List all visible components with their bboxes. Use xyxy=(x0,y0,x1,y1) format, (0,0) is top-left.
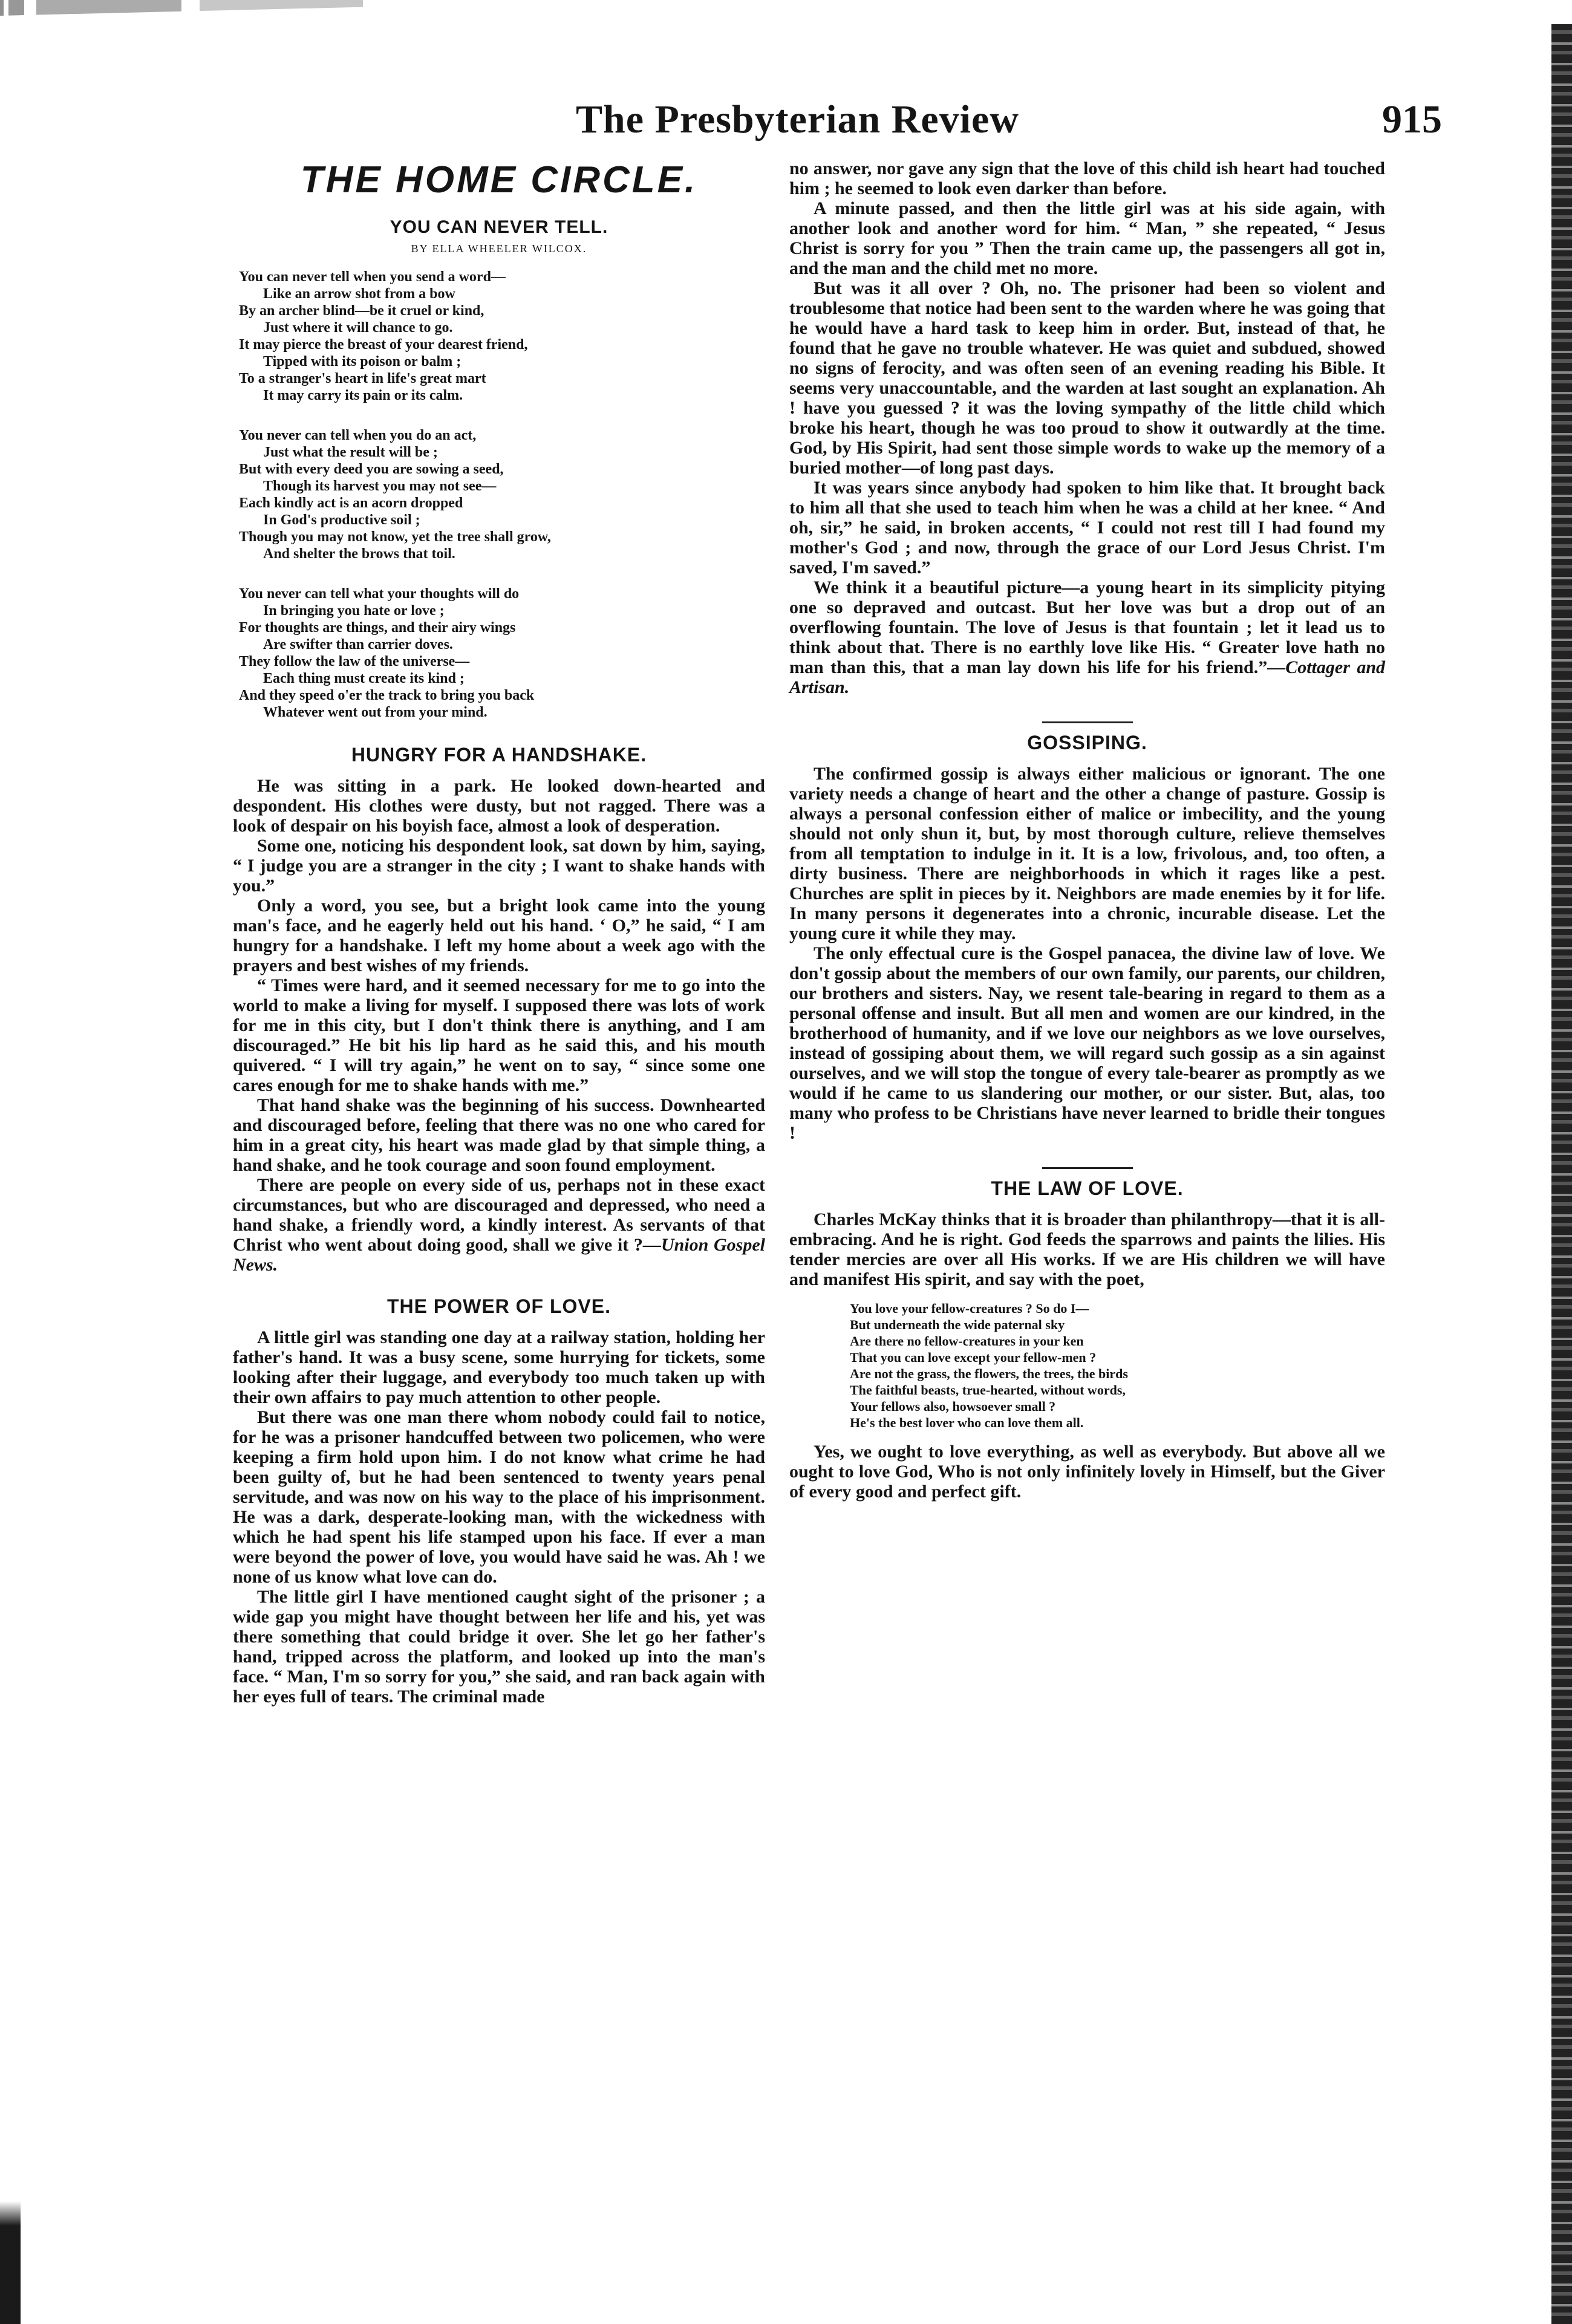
poem-line: Each thing must create its kind ; xyxy=(263,671,465,686)
poem-line: Though you may not know, yet the tree shall grow, xyxy=(239,529,551,545)
article-paragraph: It was years since anybody had spoken to him like that. It brought back to him all that she used to teach him when he was a child at her knee. “ And oh, sir,” he said, in broken accents, “ I could not rest till I had found my mother's God ; and now, through the grace of our Lord Jesus Christ. I'm saved, I'm saved.” xyxy=(789,478,1385,578)
page-number: 915 xyxy=(1382,97,1442,142)
poem-stanza xyxy=(239,585,765,721)
poem-line: Tipped with its poison or balm ; xyxy=(263,354,461,369)
poem-line: But underneath the wide paternal sky xyxy=(850,1317,1065,1332)
article-paragraph-last xyxy=(233,1175,765,1275)
page-header xyxy=(0,97,1572,145)
poem-line: Just where it will chance to go. xyxy=(263,320,453,336)
poem-line: And they speed o'er the track to bring you back xyxy=(239,688,535,703)
section-masthead: THE HOME CIRCLE. xyxy=(300,159,698,201)
quoted-poem xyxy=(850,1300,1385,1431)
poem-title: YOU CAN NEVER TELL. xyxy=(390,217,608,237)
poem-line: Whatever went out from your mind. xyxy=(263,705,488,720)
poem-line: He's the best lover who can love them all. xyxy=(850,1415,1084,1430)
article-paragraph: no answer, nor gave any sign that the love of this child ish heart had touched him ; he seemed to look even darker than before. xyxy=(789,158,1385,198)
section-divider xyxy=(1042,1167,1133,1169)
article-paragraph: The little girl I have mentioned caught sight of the prisoner ; a wide gap you might have thought between her life and his, yet was there something that could bridge it over. She let go her father's hand, tripped across the platform, and looked up into the man's face. “ Man, I'm so sorry for you,” she said, and ran back again with her eyes full of tears. The criminal made xyxy=(233,1587,765,1707)
poem-line: It may carry its pain or its calm. xyxy=(263,388,463,403)
poem-line: That you can love except your fellow-men ? xyxy=(850,1350,1097,1365)
poem-line: In bringing you hate or love ; xyxy=(263,603,445,619)
poem-line: You never can tell what your thoughts will do xyxy=(239,586,520,602)
source-credit: —Union Gospel News. xyxy=(233,1235,765,1275)
paragraph-text: We think it a beautiful picture—a young heart in its simplicity pitying one so depraved and outcast. But her love was but a drop out of an overflowing fountain. The love of Jesus is that fountain ; let it lead us to think about that. There is no earthly love like His. “ Greater love hath no man than this, that a man lay down his life for his friend.” xyxy=(789,578,1385,677)
poem-line: You love your fellow-creatures ? So do I— xyxy=(850,1301,1089,1316)
scan-right-edge xyxy=(1551,24,1572,2324)
article-paragraph: But there was one man there whom nobody could fail to notice, for he was a prisoner handcuffed between two policemen, who were keeping a firm hold upon him. I do not know what crime he had been guilty of, but he had been sentenced to twenty years penal servitude, and was now on his way to the place of his imprisonment. He was a dark, desperate-looking man, with the wickedness with which he had spent his life stamped upon his face. If ever a man were beyond the power of love, you would have said he was. Ah ! we none of us know what love can do. xyxy=(233,1407,765,1587)
article-paragraph: Charles McKay thinks that it is broader than philanthropy—that it is all-embracing. And he is right. God feeds the sparrows and paints the lilies. His tender mercies are over all His works. If we are His children we will have and manifest His spirit, and say with the poet, xyxy=(789,1209,1385,1289)
poem-line: You never can tell when you do an act, xyxy=(239,428,477,443)
article-title-power: THE POWER OF LOVE. xyxy=(386,1295,611,1317)
article-title-gossiping: GOSSIPING. xyxy=(1027,732,1147,754)
poem-byline: BY ELLA WHEELER WILCOX. xyxy=(411,242,587,255)
article-paragraph: He was sitting in a park. He looked down-hearted and despondent. His clothes were dusty, but not ragged. There was a look of despair on his boyish face, almost a look of desperation. xyxy=(233,776,765,836)
poem-line: Your fellows also, howsoever small ? xyxy=(850,1399,1056,1414)
poem-line: Like an arrow shot from a bow xyxy=(263,286,455,302)
poem-line: Each kindly act is an acorn dropped xyxy=(239,495,463,511)
article-paragraph: But was it all over ? Oh, no. The prisoner had been so violent and troublesome that notice had been sent to the warden where he was going that he would have a hard task to keep him in order. But, instead of that, he found that he gave no trouble whatever. He was quiet and subdued, showed no signs of ferocity, and was often seen of an evening reading his Bible. It seems very unaccountable, and the warden at last sought an explanation. Ah ! have you guessed ? it was the loving sympathy of the little child which broke his heart, though he was too proud to show it outwardly at the time. God, by His Spirit, had sent those simple words to wake up the memory of a buried mother—of long past days. xyxy=(789,278,1385,478)
poem-line: They follow the law of the universe— xyxy=(239,654,470,669)
source-credit: —Cottager and Artisan. xyxy=(789,657,1385,697)
right-column xyxy=(789,158,1385,1502)
article-paragraph: Some one, noticing his despondent look, sat down by him, saying, “ I judge you are a stranger in the city ; I want to shake hands with you.” xyxy=(233,836,765,896)
article-title-law: THE LAW OF LOVE. xyxy=(991,1177,1184,1199)
poem-line: It may pierce the breast of your dearest friend, xyxy=(239,337,528,353)
article-paragraph: A little girl was standing one day at a railway station, holding her father's hand. It was a busy scene, some hurrying for tickets, some looking after their luggage, and everybody too much taken up with their own affairs to pay much attention to other people. xyxy=(233,1327,765,1407)
running-title: The Presbyterian Review xyxy=(576,97,1019,142)
article-paragraph: A minute passed, and then the little girl was at his side again, with another look and another word for him. “ Man, ” she repeated, “ Jesus Christ is sorry for you ” Then the train came up, the passengers all got in, and the man and the child met no more. xyxy=(789,198,1385,278)
poem-line: The faithful beasts, true-hearted, without words, xyxy=(850,1382,1126,1398)
article-title-hungry: HUNGRY FOR A HANDSHAKE. xyxy=(351,744,647,766)
poem-line: And shelter the brows that toil. xyxy=(263,546,455,562)
poem-line: Are there no fellow-creatures in your ken xyxy=(850,1333,1084,1349)
paragraph-text: There are people on every side of us, perhaps not in these exact circumstances, but who are discouraged and depressed, who need a hand shake, a friendly word, a kindly interest. As servants of that Christ who went about doing good, shall we give it ? xyxy=(233,1175,765,1255)
poem-line: To a stranger's heart in life's great mart xyxy=(239,371,486,386)
left-column xyxy=(233,158,765,1707)
poem-stanza xyxy=(239,269,765,404)
poem-line: Are swifter than carrier doves. xyxy=(263,637,453,653)
article-paragraph: That hand shake was the beginning of his success. Downhearted and discouraged before, feeling that there was no one who cared for him in a great city, his heart was made glad by that simple thing, a hand shake, and he took courage and soon found employment. xyxy=(233,1095,765,1175)
poem-stanza xyxy=(239,427,765,562)
scan-left-edge xyxy=(0,2201,21,2324)
poem-line: For thoughts are things, and their airy wings xyxy=(239,620,516,636)
poem-line: But with every deed you are sowing a seed, xyxy=(239,461,504,477)
poem-line: Are not the grass, the flowers, the trees, the birds xyxy=(850,1366,1128,1381)
article-paragraph: “ Times were hard, and it seemed necessary for me to go into the world to make a living for myself. I supposed there was lots of work for me in this city, but I don't think there is anything, and I am discouraged.” He bit his lip hard as he said this, and his mouth quivered. “ I will try again,” he went on to say, “ since some one cares enough for me to shake hands with me.” xyxy=(233,975,765,1095)
poem-line: Though its harvest you may not see— xyxy=(263,478,497,494)
scan-edge-mark xyxy=(0,0,460,16)
poem-line: You can never tell when you send a word— xyxy=(239,269,506,285)
poem-line: In God's productive soil ; xyxy=(263,512,420,528)
article-paragraph: The confirmed gossip is always either malicious or ignorant. The one variety needs a change of heart and the other a change of pasture. Gossip is always a personal confession either of malice or imbecility, and the young should not only shun it, but, by most thorough culture, relieve themselves from all temptation to indulge in it. It is a low, frivolous, and, too often, a dirty business. There are neighborhoods in which it rages like a pest. Churches are split in pieces by it. Neighbors are made enemies by it for life. In many persons it degenerates into a chronic, incurable disease. Let the young cure it while they may. xyxy=(789,764,1385,943)
poem-line: By an archer blind—be it cruel or kind, xyxy=(239,303,484,319)
poem-line: Just what the result will be ; xyxy=(263,444,438,460)
article-paragraph: Yes, we ought to love everything, as well as everybody. But above all we ought to love God, Who is not only infinitely lovely in Himself, but the Giver of every good and perfect gift. xyxy=(789,1442,1385,1502)
section-divider xyxy=(1042,721,1133,723)
article-paragraph-last xyxy=(789,578,1385,697)
article-paragraph: The only effectual cure is the Gospel panacea, the divine law of love. We don't gossip about the members of our own family, our parents, our children, our brothers and sisters. Nay, we resent tale-bearing in regard to them as a personal offense and insult. But all men and women are our kindred, in the brotherhood of humanity, and if we love our neighbors as we love ourselves, instead of gossiping about them, we will regard such gossip as a sin against ourselves, and we will stop the tongue of every tale-bearer as promptly as we would if he came to us slandering our mother, or our sister. But, alas, too many who profess to be Christians have never learned to bridle their tongues ! xyxy=(789,943,1385,1143)
article-paragraph: Only a word, you see, but a bright look came into the young man's face, and he eagerly held out his hand. ‘ O,” he said, “ I am hungry for a handshake. I left my home about a week ago with the prayers and best wishes of my friends. xyxy=(233,896,765,975)
